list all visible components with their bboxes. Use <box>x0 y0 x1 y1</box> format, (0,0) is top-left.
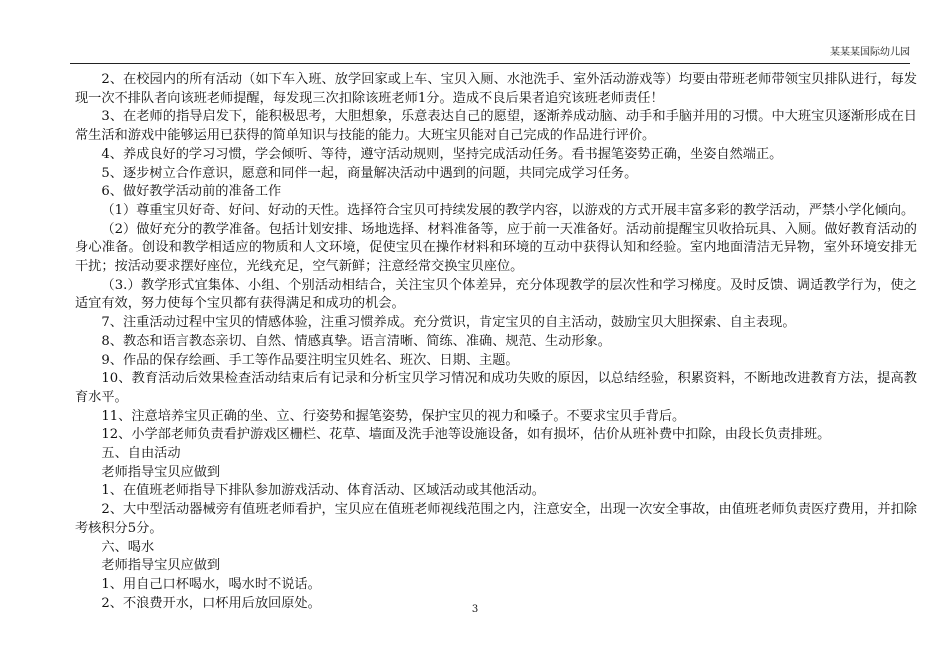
paragraph: 4、养成良好的学习习惯，学会倾听、等待，遵守活动规则，坚持完成活动任务。看书握笔姿势正确，坐姿自然端正。 <box>101 146 783 162</box>
paragraph: 12、小学部老师负责看护游戏区栅栏、花草、墙面及洗手池等设施设备，如有损坏，估价从班补费中扣除，由段长负责排班。 <box>101 427 831 443</box>
paragraph: 8、教态和语言教态亲切、自然、情感真挚。语言清晰、简练、准确、规范、生动形象。 <box>101 333 611 349</box>
paragraph: （2）做好充分的教学准备。包括计划安排、场地选择、材料准备等，应于前一天准备好。活动前提醒宝贝收拾玩具、入厕。做好教育活动的身心准备。创设和教学相适应的物质和人文环境，促使宝贝在操作材料和环境的互动中获得认知和经验。室内地面清洁无异物，室外环境安排无干扰；按活动要求摆好座位，光线充足，空气新鲜；注意经常交换宝贝座位。 <box>75 221 917 275</box>
section-heading: 六、喝水 <box>101 539 155 555</box>
page-number: 3 <box>471 604 479 615</box>
section-heading: 6、做好教学活动前的准备工作 <box>101 184 282 200</box>
document-body <box>75 71 917 613</box>
page-header-org-name: 某某某国际幼儿园 <box>830 47 910 58</box>
paragraph: 2、在校园内的所有活动（如下车入班、放学回家或上车、宝贝入厕、水池洗手、室外活动游戏等）均要由带班老师带领宝贝排队进行，每发现一次不排队者向该班老师提醒，每发现三次扣除该班老师1分。造成不良后果者追究该班老师责任！ <box>75 72 917 106</box>
section-heading: 五、自由活动 <box>101 446 181 462</box>
paragraph: 老师指导宝贝应做到 <box>101 464 221 480</box>
paragraph: 3、在老师的指导启发下，能积极思考，大胆想象，乐意表达自己的愿望，逐渐养成动脑、动手和手脑并用的习惯。中大班宝贝逐渐形成在日常生活和游戏中能够运用已获得的简单知识与技能的能力。大班宝贝能对自己完成的作品进行评价。 <box>75 109 917 144</box>
paragraph: 5、逐步树立合作意识，愿意和同伴一起，商量解决活动中遇到的问题，共同完成学习任务。 <box>101 165 638 181</box>
paragraph: 1、在值班老师指导下排队参加游戏活动、体育活动、区域活动或其他活动。 <box>101 483 545 499</box>
paragraph: 2、大中型活动器械旁有值班老师看护，宝贝应在值班老师视线范围之内，注意安全，出现一次安全事故，由值班老师负责医疗费用，并扣除考核积分5分。 <box>75 502 917 536</box>
paragraph: 9、作品的保存绘画、手工等作品要注明宝贝姓名、班次、日期、主题。 <box>101 352 519 368</box>
paragraph: 7、注重活动过程中宝贝的情感体验，注重习惯养成。充分赏识，肯定宝贝的自主活动，鼓励宝贝大胆探索、自主表现。 <box>101 315 796 331</box>
header-divider <box>70 63 910 64</box>
paragraph: 1、用自己口杯喝水，喝水时不说话。 <box>101 576 321 592</box>
paragraph: 10、教育活动后效果检查活动结束后有记录和分析宝贝学习情况和成功失败的原因，以总结经验，积累资料，不断地改进教育方法，提高教育水平。 <box>75 371 917 405</box>
paragraph: 2、不浪费开水，口杯用后放回原处。 <box>101 595 321 611</box>
paragraph: 11、注意培养宝贝正确的坐、立、行姿势和握笔姿势，保护宝贝的视力和嗓子。不要求宝贝手背后。 <box>101 408 686 424</box>
paragraph: 老师指导宝贝应做到 <box>101 558 221 574</box>
paragraph: （3.）教学形式宜集体、小组、个别活动相结合，关注宝贝个体差异，充分体现教学的层次性和学习梯度。及时反馈、调适教学行为，使之适宜有效，努力使每个宝贝都有获得满足和成功的机会。 <box>75 277 917 312</box>
paragraph: （1）尊重宝贝好奇、好问、好动的天性。选择符合宝贝可持续发展的教学内容，以游戏的方式开展丰富多彩的教学活动，严禁小学化倾向。 <box>101 202 915 218</box>
